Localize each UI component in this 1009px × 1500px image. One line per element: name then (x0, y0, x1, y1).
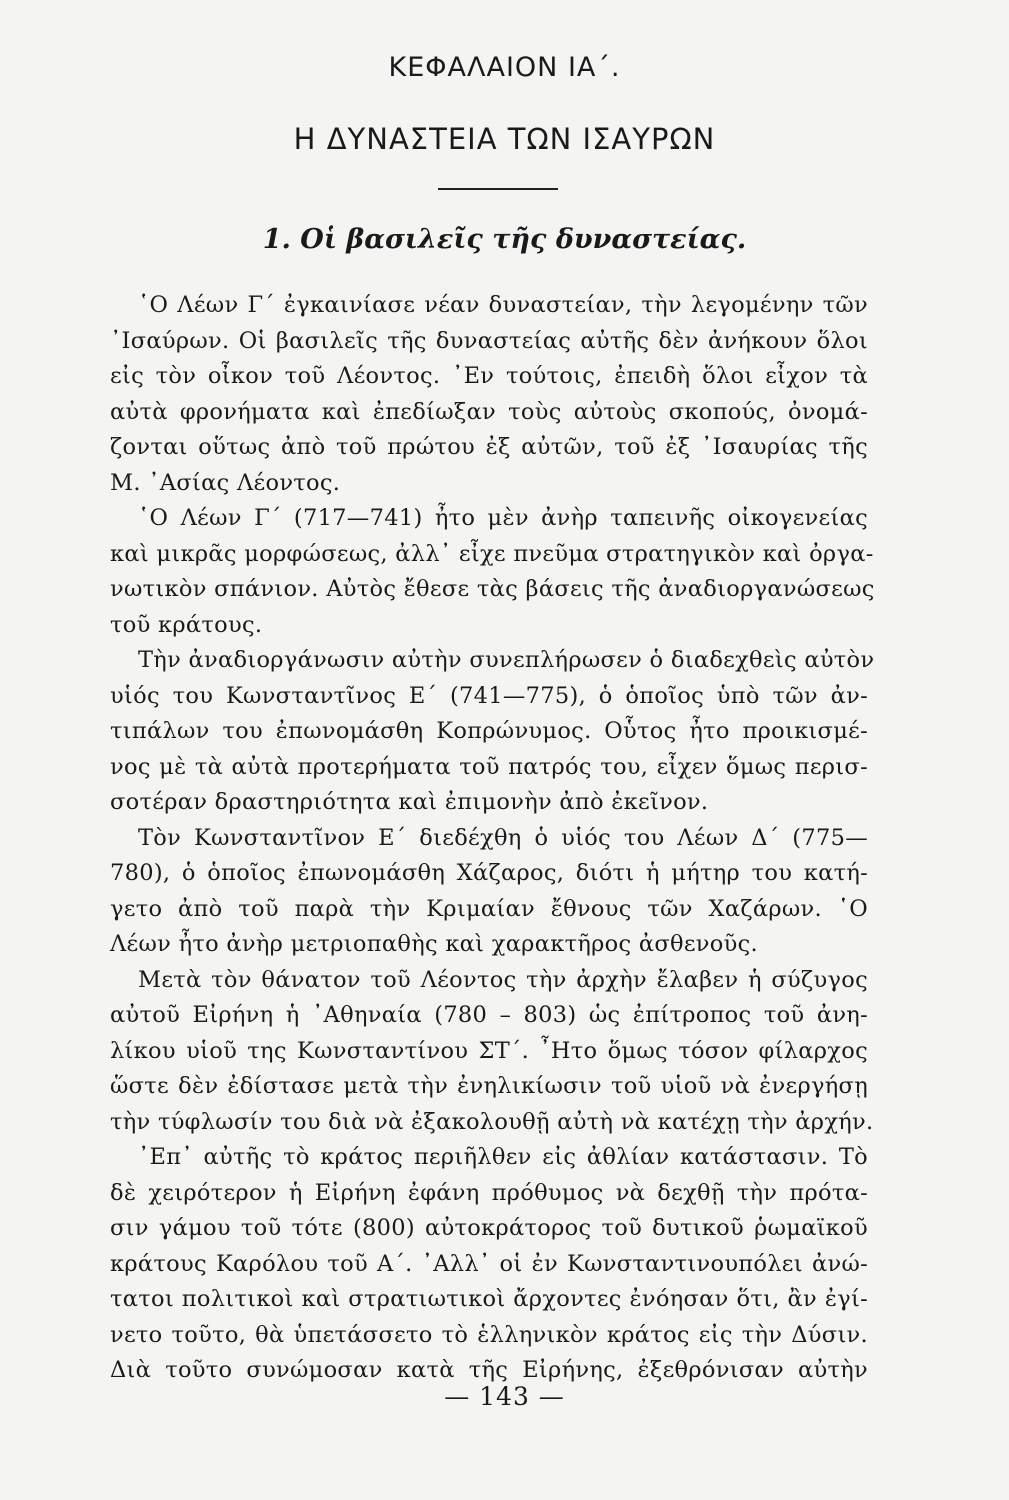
text-line: Μ. ᾿Ασίας Λέοντος. (110, 469, 341, 496)
text-line: καὶ μικρᾶς μορφώσεως, ἀλλ᾿ εἶχε πνεῦμα στρατηγικὸν καὶ ὀργα- (110, 540, 874, 567)
text-line: ῾Ο Λέων Γ΄ ἐγκαινίασε νέαν δυναστείαν, τὴν λεγομένην τῶν (138, 292, 868, 318)
text-line: ᾿Ισαύρων. Οἱ βασιλεῖς τῆς δυναστείας αὐτῆς δὲν ἀνήκουν ὅλοι (110, 327, 868, 354)
text-line: τατοι πολιτικοὶ καὶ στρατιωτικοὶ ἄρχοντες ἐνόησαν ὅτι, ἂν ἐγί- (110, 1286, 868, 1312)
text-line: ζονται οὕτως ἀπὸ τοῦ πρώτου ἐξ αὐτῶν, τοῦ ἐξ ᾿Ισαυρίας τῆς (110, 434, 868, 460)
page-number: — 143 — (444, 1382, 565, 1411)
text-line: ὥστε δὲν ἐδίστασε μετὰ τὴν ἐνηλικίωσιν τοῦ υἱοῦ νὰ ἐνεργήσῃ (110, 1073, 868, 1099)
text-line: νος μὲ τὰ αὐτὰ προτερήματα τοῦ πατρός του, εἶχεν ὅμως περισ- (110, 753, 868, 780)
text-line: εἰς τὸν οἶκον τοῦ Λέοντος. ᾿Εν τούτοις, ἐπειδὴ ὅλοι εἶχον τὰ (110, 363, 868, 389)
text-line: τὴν τύφλωσίν του διὰ νὰ ἐξακολουθῇ αὐτὴ νὰ κατέχῃ τὴν ἀρχήν. (110, 1108, 874, 1135)
title-divider (438, 188, 558, 190)
text-line: τιπάλων του ἐπωνομάσθη Κοπρώνυμος. Οὗτος ἦτο προικισμέ- (110, 718, 868, 744)
text-line: σιν γάμου τοῦ τότε (800) αὐτοκράτορος τοῦ δυτικοῦ ῥωμαϊκοῦ (110, 1215, 868, 1241)
text-line: ᾿Επ᾿ αὐτῆς τὸ κράτος περιῆλθεν εἰς ἀθλίαν κατάστασιν. Τὸ (138, 1144, 868, 1170)
chapter-heading: ΚΕΦΑΛΑΙΟΝ ΙΑ΄. (388, 52, 621, 83)
text-line: λίκου υἱοῦ της Κωνσταντίνου ΣΤ΄. ῏Ητο ὅμως τόσον φίλαρχος (110, 1037, 868, 1064)
text-line: 780), ὁ ὁποῖος ἐπωνομάσθη Χάζαρος, διότι ἡ μήτηρ του κατή- (110, 860, 868, 886)
text-line: δὲ χειρότερον ἡ Εἰρήνη ἐφάνη πρόθυμος νὰ δεχθῇ τὴν πρότα- (110, 1179, 868, 1206)
text-line: αὐτὰ φρονήματα καὶ ἐπεδίωξαν τοὺς αὐτοὺς σκοπούς, ὀνομά- (110, 398, 868, 425)
text-line: Τὴν ἀναδιοργάνωσιν αὐτὴν συνεπλήρωσεν ὁ διαδεχθεὶς αὐτὸν (138, 647, 875, 673)
text-line: τοῦ κράτους. (110, 611, 263, 638)
text-line: κράτους Καρόλου τοῦ Α΄. ᾿Αλλ᾿ οἱ ἐν Κωνσταντινουπόλει ἀνώ- (110, 1250, 868, 1277)
text-line: αὐτοῦ Εἰρήνη ἡ ᾿Αθηναία (780 – 803) ὡς ἐπίτροπος τοῦ ἀνη- (110, 1002, 868, 1028)
text-line: ῾Ο Λέων Γ΄ (717—741) ἦτο μὲν ἀνὴρ ταπεινῆς οἰκογενείας (138, 505, 868, 531)
chapter-title: Η ΔΥΝΑΣΤΕΙΑ ΤΩΝ ΙΣΑΥΡΩΝ (293, 122, 716, 156)
body-text (110, 288, 875, 1389)
text-line: Τὸν Κωνσταντῖνον Ε΄ διεδέχθη ὁ υἱός του Λέων Δ΄ (775— (138, 824, 868, 851)
text-line: Λέων ἦτο ἀνὴρ μετριοπαθὴς καὶ χαρακτῆρος ἀσθενοῦς. (110, 931, 758, 957)
section-heading: 1. Οἱ βασιλεῖς τῆς δυναστείας. (262, 224, 747, 255)
text-line: γετο ἀπὸ τοῦ παρὰ τὴν Κριμαίαν ἔθνους τῶν Χαζάρων. ῾Ο (110, 895, 868, 922)
text-line: νετο τοῦτο, θὰ ὑπετάσσετο τὸ ἑλληνικὸν κράτος εἰς τὴν Δύσιν. (110, 1321, 868, 1348)
text-line: Διὰ τοῦτο συνώμοσαν κατὰ τῆς Εἰρήνης, ἐξεθρόνισαν αὐτὴν (110, 1357, 868, 1383)
text-line: σοτέραν δραστηριότητα καὶ ἐπιμονὴν ἀπὸ ἐκεῖνον. (110, 789, 709, 815)
text-line: Μετὰ τὸν θάνατον τοῦ Λέοντος τὴν ἀρχὴν ἔλαβεν ἡ σύζυγος (138, 966, 868, 993)
text-line: νωτικὸν σπάνιον. Αὐτὸς ἔθεσε τὰς βάσεις τῆς ἀναδιοργανώσεως (110, 576, 875, 602)
text-line: υἱός του Κωνσταντῖνος Ε΄ (741—775), ὁ ὁποῖος ὑπὸ τῶν ἀν- (110, 682, 868, 709)
